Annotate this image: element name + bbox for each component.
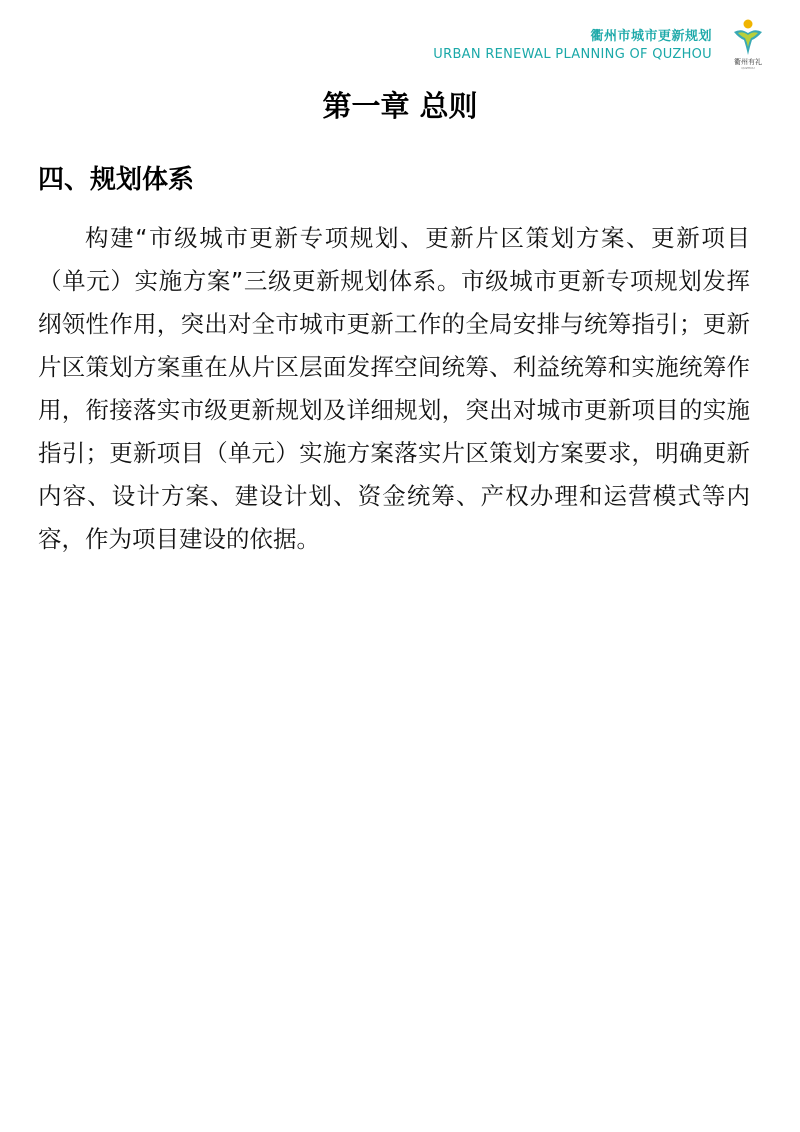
logo-emblem-icon [731, 18, 765, 58]
body-paragraph: 构建“市级城市更新专项规划、更新片区策划方案、更新项目（单元）实施方案”三级更新规划体系。市级城市更新专项规划发挥纲领性作用，突出对全市城市更新工作的全局安排与统筹指引；更新片区策划方案重在从片区层面发挥空间统筹、利益统筹和实施统筹作用，衔接落实市级更新规划及详细规划，突出对城市更新项目的实施指引；更新项目（单元）实施方案落实片区策划方案要求，明确更新内容、设计方案、建设计划、资金统筹、产权办理和运营模式等内容，作为项目建设的依据。 [38, 224, 750, 553]
quzhou-logo [730, 18, 766, 74]
chapter-title: 第一章 总则 [322, 89, 478, 123]
header-title-en: URBAN RENEWAL PLANNING OF QUZHOU [433, 47, 712, 62]
logo-text: 衢州有礼 [734, 58, 762, 66]
page-header [433, 28, 712, 64]
header-title-cn: 衢州市城市更新规划 [590, 29, 712, 44]
section-title: 四、规划体系 [38, 165, 195, 195]
logo-subtext: QUZHOU [741, 66, 755, 70]
